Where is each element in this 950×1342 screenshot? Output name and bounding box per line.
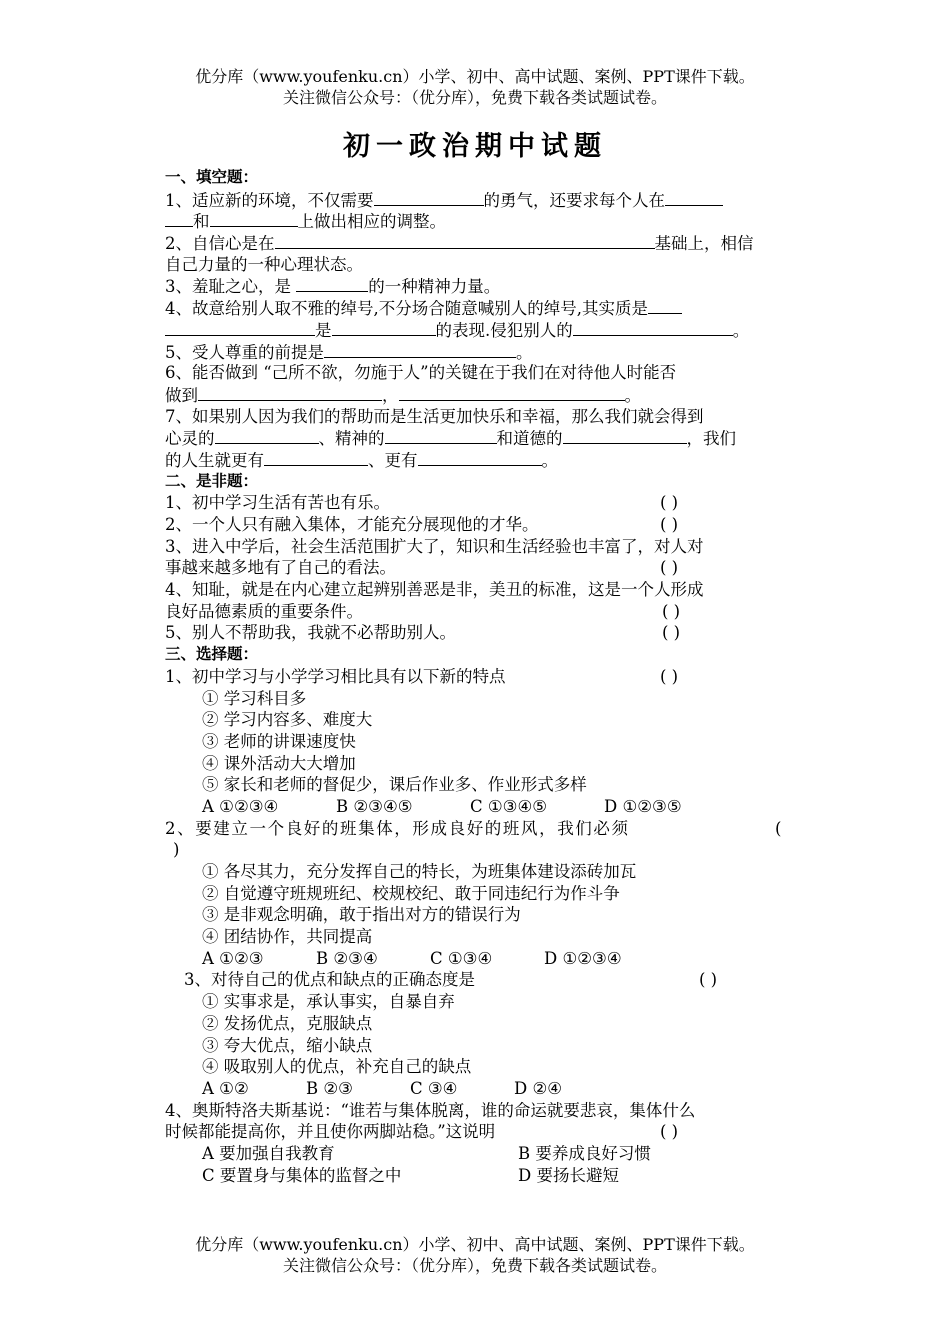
choice-answers (165, 1078, 785, 1100)
judge-q3-line2: 事越来越多地有了自己的看法。 ( ) (165, 558, 679, 578)
choice-option: ③ 是非观念明确，敢于指出对方的错误行为 (202, 905, 521, 925)
fill-q3: 3、羞耻之心，是 的一种精神力量。 (165, 277, 501, 297)
choice-q2-paren-close (165, 839, 785, 861)
answer-paren[interactable]: ( ) (662, 623, 681, 643)
choice-option: ④ 吸取别人的优点，补充自己的缺点 (202, 1057, 472, 1077)
choice-option: ② 自觉遵守班规班纪、校规校纪、敢于同违纪行为作斗争 (202, 883, 620, 903)
choice-a[interactable]: A 要加强自我教育 (202, 1143, 335, 1163)
fill-q5: 5、受人尊重的前提是 。 (165, 342, 533, 362)
fill-q4-line1: 4、故意给别人取不雅的绰号,不分场合随意喊别人的绰号,其实质是 (165, 297, 785, 319)
answer-blank[interactable] (332, 319, 436, 336)
answer-paren[interactable]: ( ) (660, 1122, 679, 1142)
fill-q6-line2: 做到 ， 。 (165, 385, 641, 405)
fill-q4-line2: 是 的表现.侵犯别人的 。 (165, 319, 785, 341)
answer-blank[interactable] (665, 189, 723, 206)
choice-option: ② 学习内容多、难度大 (202, 710, 373, 730)
choice-answers (165, 1143, 785, 1165)
choice-answers (165, 1165, 785, 1187)
choice-option: ③ 夸大优点，缩小缺点 (202, 1035, 373, 1055)
answer-blank[interactable] (198, 384, 382, 401)
choice-c[interactable]: C ①③④⑤ (470, 796, 548, 816)
fill-q7-line1: 7、如果别人因为我们的帮助而是生活更加快乐和幸福，那么我们就会得到 (165, 406, 704, 426)
choice-a[interactable]: A ①②③④ (202, 796, 279, 816)
choice-option: ① 各尽其力，充分发挥自己的特长，为班集体建设添砖加瓦 (202, 862, 637, 881)
judge-q2: 2、一个人只有融入集体，才能充分展现他的才华。 ( ) (165, 515, 679, 534)
choice-d[interactable]: D ①②③⑤ (604, 796, 682, 816)
answer-blank[interactable] (563, 427, 687, 444)
choice-option: ① 学习科目多 (202, 688, 307, 708)
exam-body (165, 167, 785, 1186)
choice-answers (165, 948, 785, 970)
choice-b[interactable]: B ②③④⑤ (336, 796, 413, 816)
choice-b[interactable]: B ②③④ (316, 948, 378, 968)
section-heading-choice: 三、选择题： (165, 645, 259, 664)
answer-blank[interactable] (210, 210, 298, 227)
footer-promo (0, 1234, 950, 1276)
fill-q2-line1: 2、自信心是在 基础上，相信 (165, 234, 754, 254)
answer-blank[interactable] (573, 319, 733, 336)
choice-a[interactable]: A ①②③ (202, 948, 264, 968)
choice-c[interactable]: C ③④ (410, 1078, 458, 1098)
judge-q5: 5、别人不帮助我，我就不必帮助别人。 ( ) (165, 623, 681, 643)
footer-line-2: 关注微信公众号：（优分库），免费下载各类试题试卷。 (282, 1256, 667, 1275)
fill-q7-line3: 的人生就更有 、更有 。 (165, 450, 558, 470)
footer-line-1: 优分库（www.youfenku.cn）小学、初中、高中试题、案例、PPT课件下载。 (195, 1235, 755, 1254)
header-promo (0, 66, 950, 108)
answer-blank[interactable] (324, 341, 516, 358)
answer-paren[interactable]: ( ) (699, 970, 718, 990)
choice-d[interactable]: D ②④ (514, 1078, 563, 1098)
answer-blank[interactable] (418, 449, 542, 466)
answer-paren-close[interactable]: ) (173, 840, 180, 860)
answer-blank[interactable] (648, 297, 682, 314)
choice-d[interactable]: D 要扬长避短 (518, 1165, 619, 1185)
judge-q3-line1: 3、进入中学后，社会生活范围扩大了，知识和生活经验也丰富了，对人对 (165, 536, 704, 556)
choice-a[interactable]: A ①② (202, 1078, 249, 1098)
judge-q4-line2: 良好品德素质的重要条件。 ( ) (165, 601, 681, 621)
fill-q2-line2: 自己力量的一种心理状态。 (165, 254, 363, 274)
choice-b[interactable]: B 要养成良好习惯 (518, 1143, 651, 1163)
fill-q1-line2: 和 上做出相应的调整。 (165, 210, 785, 232)
answer-blank[interactable] (399, 384, 625, 401)
choice-option: ① 实事求是，承认事实，自暴自弃 (202, 992, 455, 1012)
choice-c[interactable]: C ①③④ (430, 948, 493, 968)
answer-blank[interactable] (275, 232, 655, 249)
answer-paren[interactable]: ( ) (660, 558, 679, 578)
judge-q1: 1、初中学习生活有苦也有乐。 ( ) (165, 493, 679, 513)
answer-blank[interactable] (215, 427, 319, 444)
choice-option: ④ 课外活动大大增加 (202, 753, 356, 773)
answer-paren[interactable]: ( ) (660, 515, 679, 534)
choice-q2-stem: 2、要建立一个良好的班集体，形成良好的班风，我们必须 ( (165, 818, 782, 838)
answer-blank[interactable] (264, 449, 368, 466)
choice-option: ⑤ 家长和老师的督促少，课后作业多、作业形式多样 (202, 775, 587, 795)
answer-paren[interactable]: ( ) (662, 601, 681, 621)
answer-paren-open[interactable]: ( (775, 818, 782, 838)
header-line-1: 优分库（www.youfenku.cn）小学、初中、高中试题、案例、PPT课件下载。 (195, 67, 755, 86)
page-title: 初一政治期中试题 (343, 131, 607, 162)
choice-q1-stem: 1、初中学习与小学学习相比具有以下新的特点 ( ) (165, 666, 679, 686)
fill-q1-line1: 1、适应新的环境，不仅需要 的勇气，还要求每个人在 (165, 189, 785, 211)
choice-answers (165, 796, 785, 818)
fill-q7-line2: 心灵的 、精神的 和道德的 ，我们 (165, 429, 736, 449)
choice-b[interactable]: B ②③ (306, 1078, 353, 1098)
answer-blank[interactable] (385, 427, 497, 444)
choice-c[interactable]: C 要置身与集体的监督之中 (202, 1165, 402, 1185)
section-heading-judge: 二、是非题： (165, 471, 259, 490)
choice-option: ② 发扬优点，克服缺点 (202, 1013, 373, 1033)
header-line-2: 关注微信公众号：（优分库），免费下载各类试题试卷。 (282, 88, 667, 107)
choice-d[interactable]: D ①②③④ (544, 948, 622, 968)
fill-q6-line1: 6、能否做到 “己所不欲，勿施于人”的关键在于我们在对待他人时能否 (165, 363, 677, 383)
judge-q4-line1: 4、知耻，就是在内心建立起辨别善恶是非，美丑的标准，这是一个人形成 (165, 580, 704, 600)
choice-q4-stem-line2: 时候都能提高你，并且使你两脚站稳。”这说明 ( ) (165, 1122, 679, 1142)
answer-blank[interactable] (296, 275, 368, 292)
section-heading-fill: 一、填空题： (165, 168, 259, 186)
choice-option: ③ 老师的讲课速度快 (202, 731, 356, 751)
choice-q3-stem: 3、对待自己的优点和缺点的正确态度是 ( ) (184, 970, 718, 990)
answer-paren[interactable]: ( ) (660, 666, 679, 686)
answer-blank[interactable] (374, 189, 484, 206)
choice-q4-stem-line1: 4、奥斯特洛夫斯基说：“谁若与集体脱离，谁的命运就要悲哀，集体什么 (165, 1100, 696, 1120)
answer-paren[interactable]: ( ) (660, 493, 679, 513)
answer-blank[interactable] (165, 210, 193, 227)
answer-blank[interactable] (165, 319, 315, 336)
choice-option: ④ 团结协作，共同提高 (202, 927, 373, 947)
